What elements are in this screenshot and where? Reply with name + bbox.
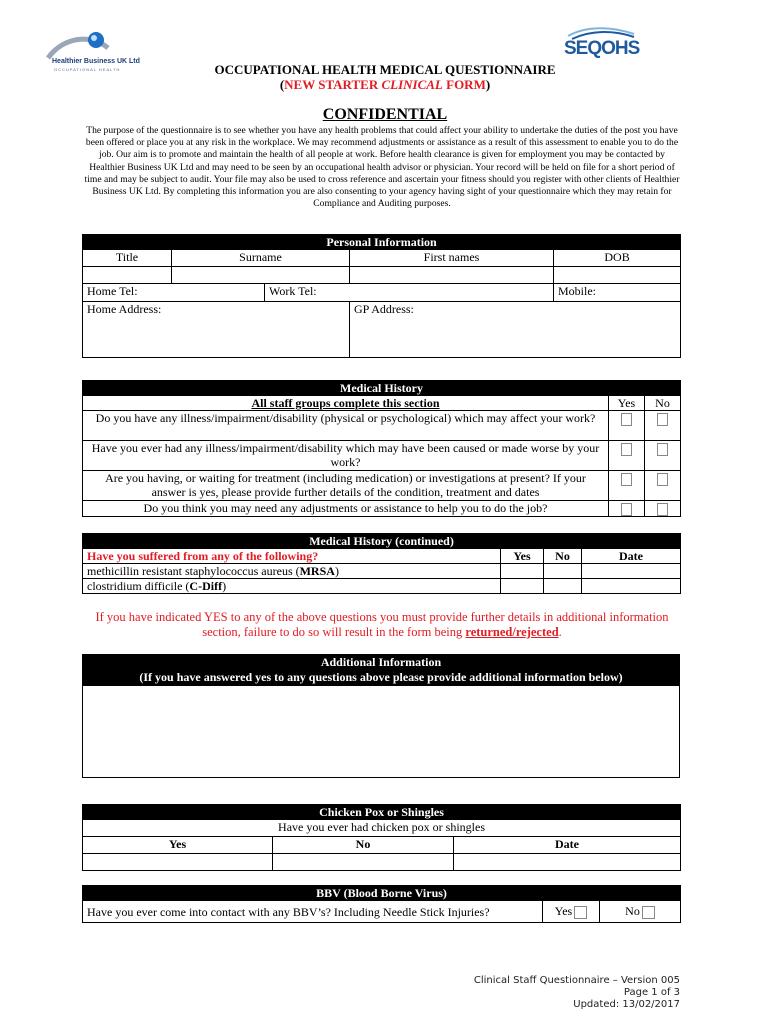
additional-info-subheader: (If you have answered yes to any questions above please provide additional information below) — [83, 670, 680, 686]
medical-question: Have you ever had any illness/impairment/disability which may have been caused or made worse by your work? — [83, 441, 609, 471]
home-tel-field[interactable]: Home Tel: — [83, 284, 265, 302]
chicken-yes-label: Yes — [83, 837, 273, 854]
gp-address-field[interactable]: GP Address: — [350, 302, 681, 358]
additional-info-header: Additional Information — [83, 655, 680, 670]
confidential-heading: CONFIDENTIAL — [322, 106, 448, 123]
surname-field[interactable] — [172, 267, 350, 284]
question-1-yes-checkbox[interactable] — [621, 413, 632, 426]
chicken-pox-table — [82, 804, 681, 871]
cdiff-date-cell[interactable] — [582, 579, 681, 594]
medical-history-table — [82, 380, 681, 517]
personal-info-header: Personal Information — [83, 235, 681, 250]
form-subtitle: (NEW STARTER CLINICAL FORM) — [279, 77, 491, 92]
title-field[interactable] — [83, 267, 172, 284]
no-col-label: No — [645, 396, 681, 411]
question-2-no-checkbox[interactable] — [657, 443, 668, 456]
dob-label: DOB — [554, 250, 681, 267]
footer-version: Clinical Staff Questionnaire – Version 005 — [473, 975, 680, 986]
mrsa-yes-cell[interactable] — [501, 564, 544, 579]
seqohs-logo — [562, 24, 640, 64]
medical-continued-header: Medical History (continued) — [83, 534, 681, 549]
yes-warning-text: If you have indicated YES to any of the above questions you must provide further details in additional information section, failure to do so will result in the form being returned/rejected. — [95, 610, 669, 639]
chicken-date-field[interactable] — [454, 854, 681, 871]
additional-info-table — [82, 654, 680, 778]
bbv-no-label: No — [625, 904, 640, 919]
bbv-yes-label: Yes — [554, 904, 573, 919]
medical-history-continued-table — [82, 533, 681, 594]
question-4-no-checkbox[interactable] — [657, 503, 668, 516]
medical-history-header: Medical History — [83, 381, 681, 396]
footer-page-number: Page 1 of 3 — [623, 987, 680, 998]
footer-updated: Updated: 13/02/2017 — [573, 999, 680, 1010]
chicken-date-label: Date — [454, 837, 681, 854]
firstnames-label: First names — [350, 250, 554, 267]
suffered-question: Have you suffered from any of the following? — [83, 549, 501, 564]
medical-question: Do you think you may need any adjustments or assistance to help you to do the job? — [83, 501, 609, 517]
bbv-table — [82, 885, 681, 923]
yes-col-label: Yes — [501, 549, 544, 564]
logo-brand-text: Healthier Business UK Ltd — [52, 58, 140, 65]
bbv-no-checkbox[interactable] — [642, 906, 655, 919]
bbv-question: Have you ever come into contact with any BBV’s? Including Needle Stick Injuries? — [83, 901, 543, 923]
question-3-yes-checkbox[interactable] — [621, 473, 632, 486]
surname-label: Surname — [172, 250, 350, 267]
chicken-pox-question: Have you ever had chicken pox or shingles — [83, 820, 681, 837]
form-title: OCCUPATIONAL HEALTH MEDICAL QUESTIONNAIRE — [214, 62, 556, 77]
chicken-no-field[interactable] — [273, 854, 454, 871]
chicken-no-label: No — [273, 837, 454, 854]
date-col-label: Date — [582, 549, 681, 564]
cdiff-yes-cell[interactable] — [501, 579, 544, 594]
medical-question: Do you have any illness/impairment/disability (physical or psychological) which may affect your work? — [83, 411, 609, 441]
work-tel-field[interactable]: Work Tel: — [265, 284, 554, 302]
cdiff-row-label: clostridium difficile (C-Diff) — [83, 579, 501, 594]
personal-info-table — [82, 234, 681, 358]
question-2-yes-checkbox[interactable] — [621, 443, 632, 456]
logo-tagline: OCCUPATIONAL HEALTH — [54, 67, 121, 72]
question-3-no-checkbox[interactable] — [657, 473, 668, 486]
chicken-pox-header: Chicken Pox or Shingles — [83, 805, 681, 820]
question-4-yes-checkbox[interactable] — [621, 503, 632, 516]
page-footer — [420, 975, 680, 1011]
intro-paragraph: The purpose of the questionnaire is to see whether you have any health problems that could affect your ability to undertake the duties of the post you have been offered or place you at any risk in the workplace. We may recommend adjustments or assistance as a result of this assessment to enable you to do the job. Our aim is to promote and maintain the health of all people at work. Before health clearance is given for employment you may be contacted by Healthier Business UK Ltd and may need to be seen by an occupational health advisor or physician. Your record will be held on file for a short period of time and may be subject to audit. Your file may also be used to cross reference and ascertain your fitness should you register with other clients of Healthier Business UK Ltd. By completing this information you are also consenting to your agency having sight of your questionnaire which they may retain for Compliance and Auditing purposes. — [84, 125, 680, 210]
title-label: Title — [83, 250, 172, 267]
dob-field[interactable] — [554, 267, 681, 284]
additional-info-field[interactable] — [83, 686, 680, 778]
mrsa-row-label: methicillin resistant staphylococcus aureus (MRSA) — [83, 564, 501, 579]
seqohs-text: SEQOHS — [564, 38, 640, 59]
mrsa-no-cell[interactable] — [544, 564, 582, 579]
question-1-no-checkbox[interactable] — [657, 413, 668, 426]
medical-subheader: All staff groups complete this section — [83, 396, 609, 411]
mobile-field[interactable]: Mobile: — [554, 284, 681, 302]
mrsa-date-cell[interactable] — [582, 564, 681, 579]
cdiff-no-cell[interactable] — [544, 579, 582, 594]
firstnames-field[interactable] — [350, 267, 554, 284]
no-col-label: No — [544, 549, 582, 564]
home-address-field[interactable]: Home Address: — [83, 302, 350, 358]
bbv-header: BBV (Blood Borne Virus) — [83, 886, 681, 901]
medical-question: Are you having, or waiting for treatment (including medication) or investigations at present? If your answer is yes, please provide further details of the condition, treatment and dates — [83, 471, 609, 501]
bbv-yes-checkbox[interactable] — [574, 906, 587, 919]
yes-col-label: Yes — [609, 396, 645, 411]
chicken-yes-field[interactable] — [83, 854, 273, 871]
